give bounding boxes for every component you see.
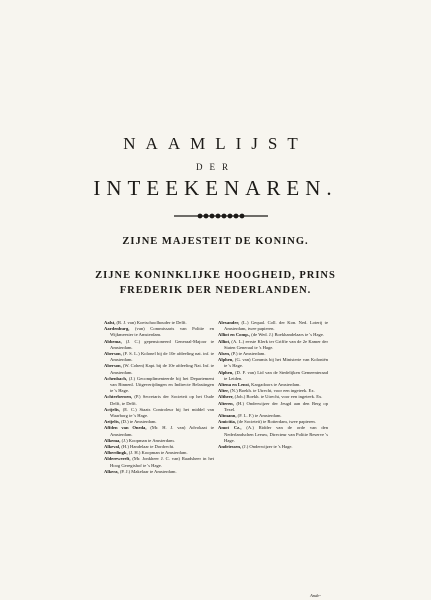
entry-text: (Joh.) Boekh. te Utrecht, voor een ingeteek. Ex. <box>233 394 323 400</box>
entry-text: (H.) Onderwijzer der Jeugd aan den Berg op Texel. <box>224 400 328 412</box>
list-item <box>218 401 328 413</box>
entry-text: (J.) Gecomplimenteerde bij het Departement van Binnenl. Uitgeverijdingen en Indirecte Belastingen te 's Hage. <box>110 375 214 394</box>
title-der: DER <box>196 162 235 172</box>
list-item <box>218 370 328 382</box>
entry-text: (de Societeit) te Rotterdam, twee papieren. <box>236 419 316 425</box>
entry-text: (J. C.) gepensioneerd Generaal-Majoor te Amsterdam. <box>110 338 214 350</box>
entry-name: Alkeval, <box>104 444 121 450</box>
entry-name: Alliot, <box>218 338 231 344</box>
entry-text: (F. L. F.) te Amsterdam. <box>236 413 282 419</box>
entry-name: Alliot en Comp., <box>218 332 251 338</box>
entry-name: Alkema, <box>104 437 121 443</box>
entry-name: Alexander, <box>218 320 240 325</box>
entry-name: Alter, <box>218 388 229 394</box>
entry-text: (van) Commissaris van Politie en Wijkmeester te Amsterdam. <box>110 326 214 338</box>
entry-name: Alberdingk, <box>104 450 128 456</box>
entry-text: (A. L.) eerste Klerk ter Griffie van de 2e Kamer der Staten Generaal te 's Hage. <box>224 338 328 350</box>
entry-text: (E. C.) Staats Controleur bij het middel van Waarborg te 's Hage. <box>110 406 214 419</box>
entry-name: Achterberoen, <box>104 394 133 400</box>
entry-text: (J.) Onderwijzer te 's Hage. <box>241 444 293 450</box>
list-item <box>104 363 214 375</box>
list-item <box>104 456 214 468</box>
dotted-ornament-icon <box>174 212 268 220</box>
entry-name: Aardenburg, <box>104 326 130 332</box>
entry-text: (F. S. L.) Kolonel bij de 10e afdeeling nat. inf. te Amsterdam. <box>110 351 214 363</box>
entry-name: Aeijelts, <box>104 419 120 425</box>
list-item <box>104 351 214 363</box>
entry-name: Amicitia, <box>218 419 236 425</box>
entry-name: Alderewerelt, <box>104 456 131 462</box>
list-item <box>218 357 328 369</box>
entry-name: Alphen, <box>218 369 234 375</box>
heading-king: ZIJNE MAJESTEIT DE KONING. <box>122 236 309 247</box>
catchword: Ande- <box>310 593 321 598</box>
title-inteekenaren: INTEEKENAREN. <box>93 176 338 200</box>
list-item <box>218 425 328 444</box>
list-item <box>218 320 328 332</box>
list-item <box>104 469 214 475</box>
list-item <box>104 407 214 419</box>
entry-name: Alsen, <box>218 351 231 357</box>
entry-name: Alteren, <box>218 400 234 406</box>
title-naamlijst: NAAMLIJST <box>123 134 308 153</box>
list-item <box>218 444 328 450</box>
heading-prince <box>0 268 431 298</box>
entry-name: Aberson, <box>104 351 122 357</box>
list-item <box>104 326 214 338</box>
entry-name: Aberson, <box>104 363 122 369</box>
entry-name: Amot Cz., <box>218 425 242 431</box>
entry-text: Kargadoors te Amsterdam. <box>250 382 301 388</box>
entry-name: Altheer, <box>218 394 234 400</box>
entry-text: (R. J. van) Koetschoolhouder te Delft. <box>115 320 187 325</box>
entry-name: Achenbach, <box>104 375 128 381</box>
entry-text: (L.) Gequal. Coll. der Kon. Ned. Loterij te Amsterdam, twee papieren. <box>224 320 328 332</box>
entry-text: (G. van) Commis bij het Ministerie van Koloniën te 's Hage. <box>224 357 328 369</box>
entry-text: (D.) te Amsterdam. <box>119 419 157 425</box>
entry-text: (N.) Boekh. te Utrecht, voor een ingeteek. Ex. <box>228 388 315 394</box>
entry-text: (P.) Secretaris der Societeit op het Oude Delft, te Delft. <box>110 394 214 406</box>
entry-name: Actjelis, <box>104 406 120 412</box>
left-column <box>104 320 214 475</box>
entry-name: Altena en Lenst, <box>218 382 251 388</box>
entry-text: (P. J.) Makelaar te Amsterdam. <box>118 468 177 474</box>
entry-text: (A.) Ridder van de orde van den Nederlandschen Leeuw, Directeur van Politie Reserve 's Hage. <box>224 425 328 443</box>
entry-text: (J. H.) Koopman te Amsterdam. <box>127 450 188 456</box>
heading-prince-line2: FREDERIK DER NEDERLANDEN. <box>119 285 312 296</box>
entry-name: Alkera, <box>104 468 119 474</box>
entry-name: Aalst, <box>104 320 116 325</box>
entry-text: (D. F. van) Lid van de Stedelijken Gemeenteraad te Leiden. <box>224 369 328 381</box>
entry-name: Andriessen, <box>218 444 242 450</box>
list-item <box>104 339 214 351</box>
list-item <box>218 339 328 351</box>
entry-text: (J.) Koopman te Amsterdam. <box>120 437 175 443</box>
right-column <box>218 320 328 450</box>
entry-name: Altmann, <box>218 413 237 419</box>
entry-text: (P.) te Amsterdam. <box>230 351 266 357</box>
entry-text: (Mr. Jonkheer J. C. van) Raadsheer in het Hoog Geregtshof te 's Hage. <box>110 456 214 468</box>
entry-text: (Mr. H. J. van) Advokaat te Amsterdam. <box>110 425 214 437</box>
entry-name: Affden van Oneda, <box>104 425 147 431</box>
entry-name: Abbema, <box>104 338 122 344</box>
heading-prince-line1: ZIJNE KONINKLIJKE HOOGHEID, PRINS <box>95 270 336 281</box>
entry-text: (W. Cohen) Kapt. bij de 10e afdeeling Nat. Inf. te Amsterdam. <box>110 363 214 375</box>
entry-text: (de Wed. J.) Boekhandelaars te 's Hage. <box>250 332 325 338</box>
entry-name: Alphen, <box>218 357 234 363</box>
list-item <box>104 394 214 406</box>
entry-text: (H.) Handelaar te Dordrecht. <box>120 444 175 450</box>
list-item <box>104 376 214 395</box>
list-item <box>104 425 214 437</box>
